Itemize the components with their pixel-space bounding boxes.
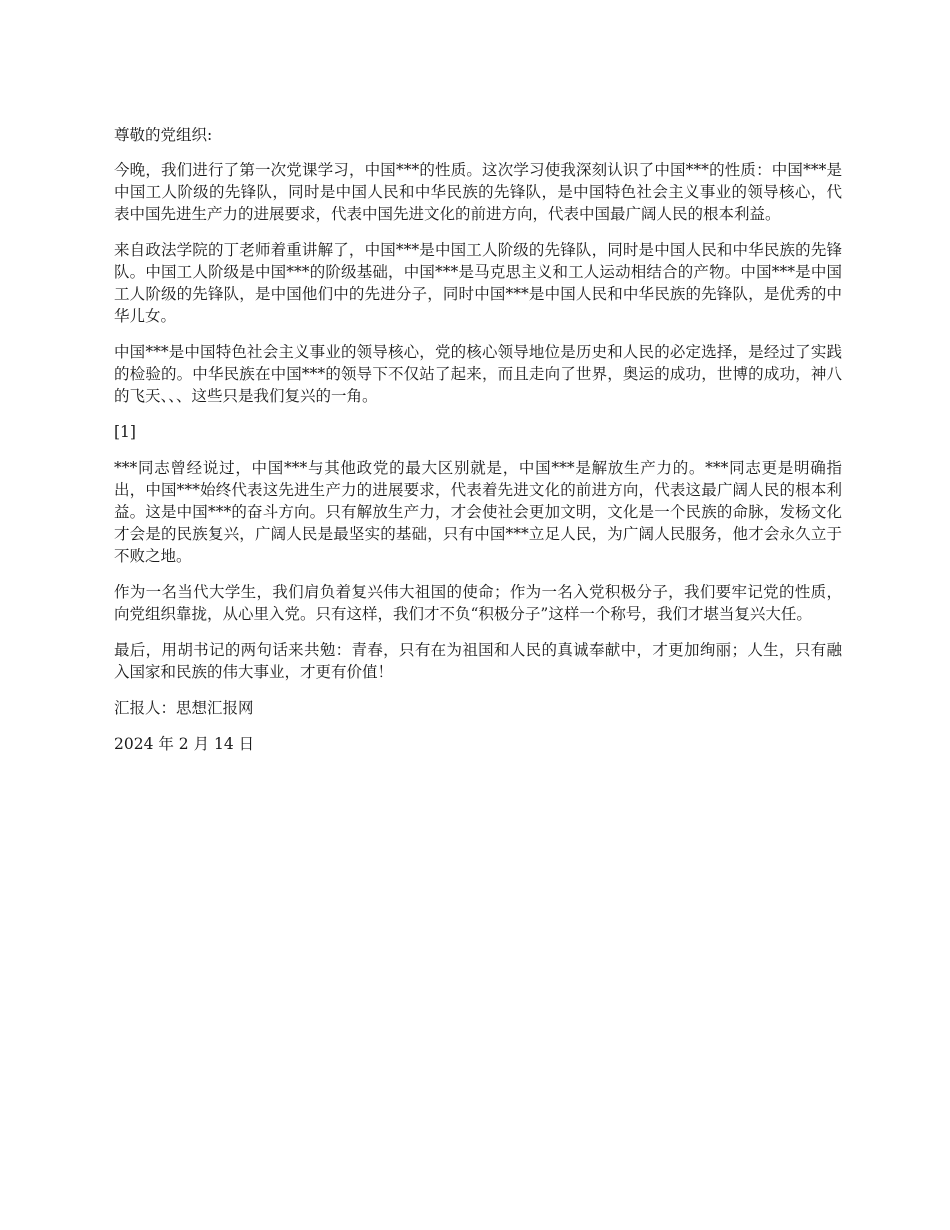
salutation: 尊敬的党组织: — [114, 126, 213, 144]
paragraph-4: ***同志曾经说过，中国***与其他政党的最大区别就是，中国***是解放生产力的。***同志更是明确指出，中国***始终代表这先进生产力的进展要求，代表着先进文化的前进方向，代表这最广阔人民的根本利益。这是中国***的奋斗方向。只有解放生产力，才会使社会更加文明，文化是一个民族的命脉，发杨文化才会是的民族复兴，广阔人民是最坚实的基础，只有中国***立足人民，为广阔人民服务，他才会永久立于不败之地。 — [114, 459, 842, 565]
document-page — [114, 124, 842, 769]
footnote-marker: [1] — [114, 423, 136, 441]
reporter-line: 汇报人：思想汇报网 — [114, 699, 254, 717]
date-line: 2024 年 2 月 14 日 — [114, 735, 255, 753]
paragraph-1: 今晚，我们进行了第一次党课学习，中国***的性质。这次学习使我深刻认识了中国***的性质：中国***是中国工人阶级的先锋队，同时是中国人民和中华民族的先锋队，是中国特色社会主义事业的领导核心，代表中国先进生产力的进展要求，代表中国先进文化的前进方向，代表中国最广阔人民的根本利益。 — [114, 161, 842, 223]
paragraph-6: 最后，用胡书记的两句话来共勉：青春，只有在为祖国和人民的真诚奉献中，才更加绚丽；人生，只有融入国家和民族的伟大事业，才更有价值！ — [114, 641, 842, 681]
paragraph-5: 作为一名当代大学生，我们肩负着复兴伟大祖国的使命；作为一名入党积极分子，我们要牢记党的性质，向党组织靠拢，从心里入党。只有这样，我们才不负“积极分子”这样一个称号，我们才堪当复兴大任。 — [114, 583, 842, 623]
paragraph-2: 来自政法学院的丁老师着重讲解了，中国***是中国工人阶级的先锋队，同时是中国人民和中华民族的先锋队。中国工人阶级是中国***的阶级基础，中国***是马克思主义和工人运动相结合的产物。中国***是中国工人阶级的先锋队，是中国他们中的先进分子，同时中国***是中国人民和中华民族的先锋队，是优秀的中华儿女。 — [114, 241, 842, 325]
paragraph-3: 中国***是中国特色社会主义事业的领导核心，党的核心领导地位是历史和人民的必定选择，是经过了实践的检验的。中华民族在中国***的领导下不仅站了起来，而且走向了世界，奥运的成功，世博的成功，神八的飞天、、、这些只是我们复兴的一角。 — [114, 343, 842, 405]
